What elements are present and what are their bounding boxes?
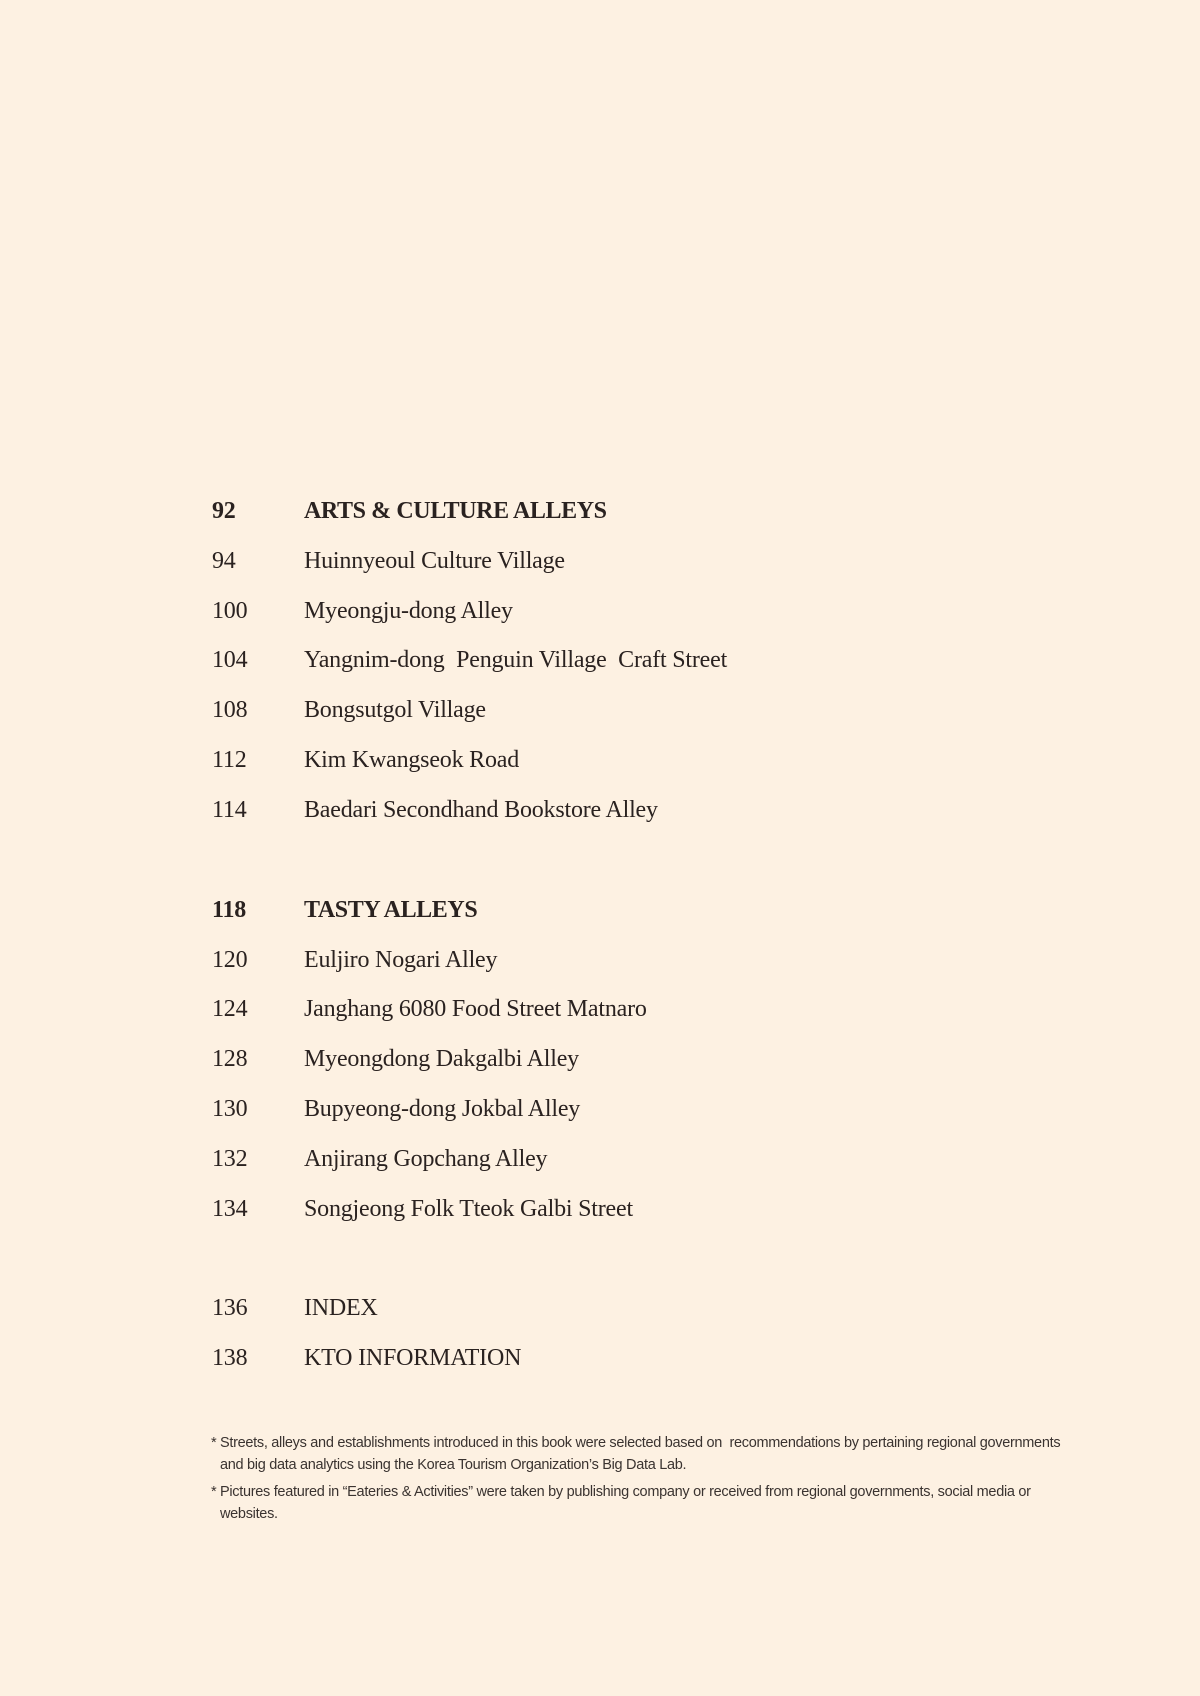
toc-page-number: 120 (212, 947, 248, 973)
toc-entry-title: Myeongju-dong Alley (304, 598, 513, 624)
toc-section-heading-arts[interactable] (212, 491, 607, 531)
footnote-text: Streets, alleys and establishments introduced in this book were selected based on recommendations by pertaining regional governments and big data analytics using the Korea Tourism Organization’s Big Data Lab. (220, 1435, 1065, 1473)
footnote (211, 1482, 1061, 1525)
toc-entry-title: Kim Kwangseok Road (304, 747, 520, 773)
toc-entry-title: KTO INFORMATION (304, 1345, 522, 1371)
toc-entry-index[interactable] (212, 1288, 378, 1328)
toc-entry[interactable] (212, 541, 565, 581)
footnote-marker: * (211, 1484, 217, 1500)
toc-entry-title: Huinnyeoul Culture Village (304, 548, 565, 574)
toc-entry[interactable] (212, 690, 486, 730)
toc-page-number: 112 (212, 747, 247, 773)
toc-page-number: 118 (212, 897, 247, 923)
toc-entry[interactable] (212, 740, 519, 780)
toc-page-number: 134 (212, 1196, 248, 1222)
toc-page-number: 104 (212, 647, 248, 673)
footnote-text: Pictures featured in “Eateries & Activities” were taken by publishing company or received from regional governments, social media or websites. (220, 1484, 1031, 1522)
toc-page-number: 138 (212, 1345, 248, 1371)
toc-entry-title: Baedari Secondhand Bookstore Alley (304, 797, 658, 823)
toc-page-number: 130 (212, 1096, 248, 1122)
toc-entry-title: Bupyeong-dong Jokbal Alley (304, 1096, 581, 1122)
toc-entry[interactable] (212, 1039, 579, 1079)
toc-entry[interactable] (212, 989, 647, 1029)
toc-entry-title: INDEX (304, 1295, 378, 1321)
toc-page-number: 114 (212, 797, 247, 823)
toc-page-number: 92 (212, 498, 236, 524)
toc-entry[interactable] (212, 1089, 580, 1129)
toc-entry-title: Janghang 6080 Food Street Matnaro (304, 996, 647, 1022)
toc-entry[interactable] (212, 940, 497, 980)
toc-entry[interactable] (212, 640, 727, 680)
toc-entry[interactable] (212, 1189, 633, 1229)
toc-entry-title: Songjeong Folk Tteok Galbi Street (304, 1196, 633, 1222)
toc-page-number: 132 (212, 1146, 248, 1172)
toc-entry[interactable] (212, 790, 658, 830)
toc-page-number: 94 (212, 548, 236, 574)
toc-page-number: 136 (212, 1295, 248, 1321)
toc-entry-title: Bongsutgol Village (304, 697, 486, 723)
toc-page-number: 100 (212, 598, 248, 624)
toc-page-number: 128 (212, 1046, 248, 1072)
footnote (211, 1433, 1065, 1476)
toc-section-title: ARTS & CULTURE ALLEYS (304, 498, 607, 524)
toc-entry-title: Euljiro Nogari Alley (304, 947, 498, 973)
footnote-marker: * (211, 1435, 217, 1451)
toc-entry-title: Anjirang Gopchang Alley (304, 1146, 548, 1172)
toc-page-number: 108 (212, 697, 248, 723)
toc-page-number: 124 (212, 996, 248, 1022)
toc-entry[interactable] (212, 591, 513, 631)
footnotes (211, 1433, 1065, 1531)
toc-entry-kto-information[interactable] (212, 1338, 521, 1378)
toc-entry-title: Yangnim-dong Penguin Village Craft Street (304, 647, 728, 673)
toc-section-title: TASTY ALLEYS (304, 897, 478, 923)
toc-entry[interactable] (212, 1139, 547, 1179)
toc-section-heading-tasty[interactable] (212, 890, 477, 930)
toc-entry-title: Myeongdong Dakgalbi Alley (304, 1046, 579, 1072)
